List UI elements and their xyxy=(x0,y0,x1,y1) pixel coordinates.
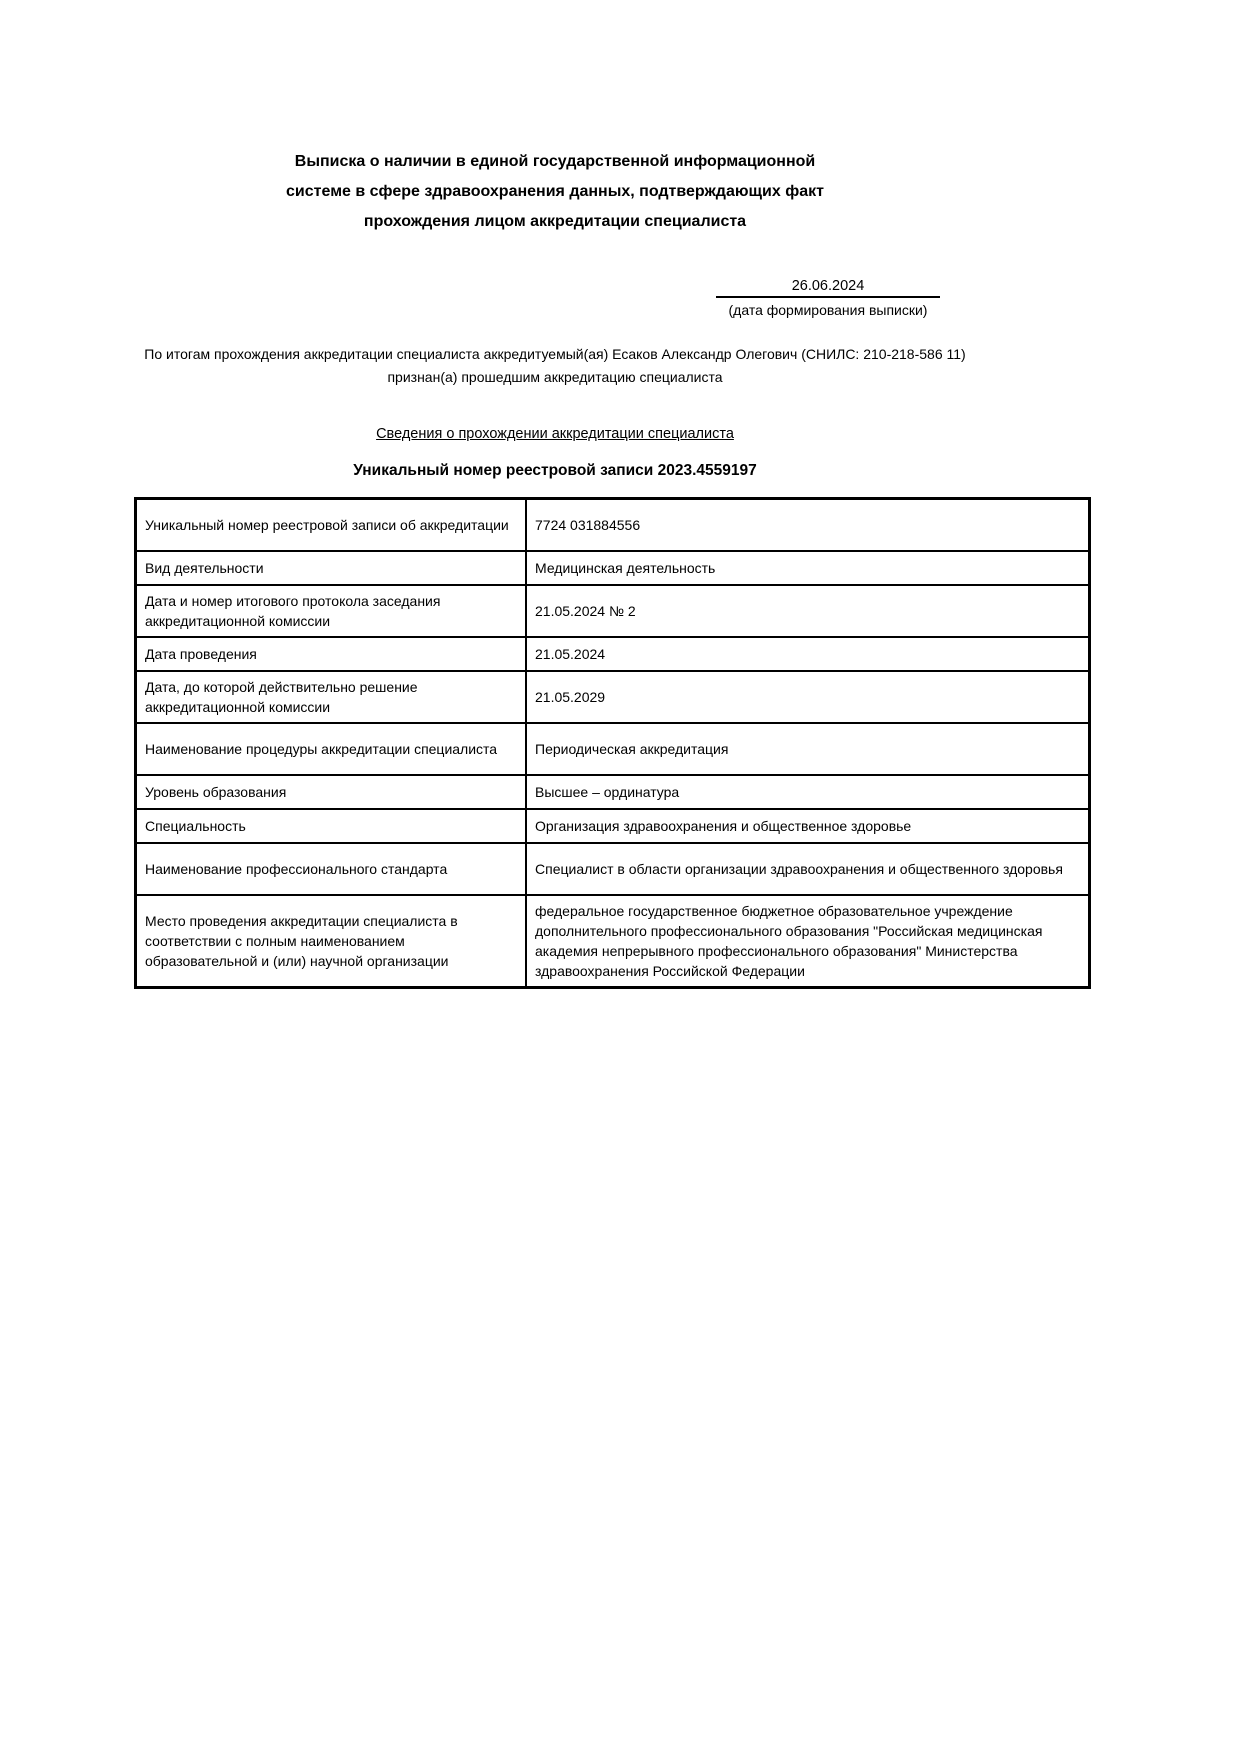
row-value: 21.05.2024 № 2 xyxy=(526,585,1090,637)
table-row xyxy=(136,843,1090,895)
table-row xyxy=(136,895,1090,988)
table-row xyxy=(136,499,1090,551)
row-label: Уровень образования xyxy=(136,775,527,809)
row-value: Организация здравоохранения и общественное здоровье xyxy=(526,809,1090,843)
document-title-line: Выписка о наличии в единой государственной информационной xyxy=(294,153,816,170)
row-value: Периодическая аккредитация xyxy=(526,723,1090,775)
row-label: Место проведения аккредитации специалиста в соответствии с полным наименованием образовательной и (или) научной организации xyxy=(136,895,527,988)
row-label: Дата проведения xyxy=(136,637,527,671)
table-row xyxy=(136,551,1090,585)
section-heading xyxy=(0,424,1110,444)
table-row xyxy=(136,671,1090,723)
table-row xyxy=(136,775,1090,809)
section-heading-text: Сведения о прохождении аккредитации специалиста xyxy=(376,426,734,442)
document-title-line: системе в сфере здравоохранения данных, подтверждающих факт xyxy=(286,183,824,200)
document-title xyxy=(0,147,1110,237)
extract-date-block xyxy=(716,276,940,320)
row-label: Наименование процедуры аккредитации специалиста xyxy=(136,723,527,775)
intro-line: признан(а) прошедшим аккредитацию специалиста xyxy=(387,369,723,385)
intro-line: По итогам прохождения аккредитации специалиста аккредитуемый(ая) Есаков Александр Олегович (СНИЛС: 210-218-586 11) xyxy=(144,346,966,362)
registry-number-heading: Уникальный номер реестровой записи 2023.4559197 xyxy=(353,462,757,479)
row-value: федеральное государственное бюджетное образовательное учреждение дополнительного профессионального образования "Российская медицинская академия непрерывного профессионального образования" Министерства здравоохранения Российской Федерации xyxy=(526,895,1090,988)
table-row xyxy=(136,585,1090,637)
table-row xyxy=(136,723,1090,775)
row-value: 21.05.2024 xyxy=(526,637,1090,671)
extract-date-caption: (дата формирования выписки) xyxy=(728,302,928,318)
row-label: Наименование профессионального стандарта xyxy=(136,843,527,895)
table-row xyxy=(136,637,1090,671)
row-label: Вид деятельности xyxy=(136,551,527,585)
row-value: Медицинская деятельность xyxy=(526,551,1090,585)
row-value: 7724 031884556 xyxy=(526,499,1090,551)
extract-date: 26.06.2024 xyxy=(716,276,940,298)
row-value: 21.05.2029 xyxy=(526,671,1090,723)
document-title-line: прохождения лицом аккредитации специалиста xyxy=(363,213,747,230)
row-value: Специалист в области организации здравоохранения и общественного здоровья xyxy=(526,843,1090,895)
row-label: Дата и номер итогового протокола заседания аккредитационной комиссии xyxy=(136,585,527,637)
row-label: Дата, до которой действительно решение аккредитационной комиссии xyxy=(136,671,527,723)
table-row xyxy=(136,809,1090,843)
intro-paragraph xyxy=(0,343,1110,389)
row-label: Специальность xyxy=(136,809,527,843)
accreditation-table xyxy=(134,497,1091,989)
row-value: Высшее – ординатура xyxy=(526,775,1090,809)
row-label: Уникальный номер реестровой записи об аккредитации xyxy=(136,499,527,551)
